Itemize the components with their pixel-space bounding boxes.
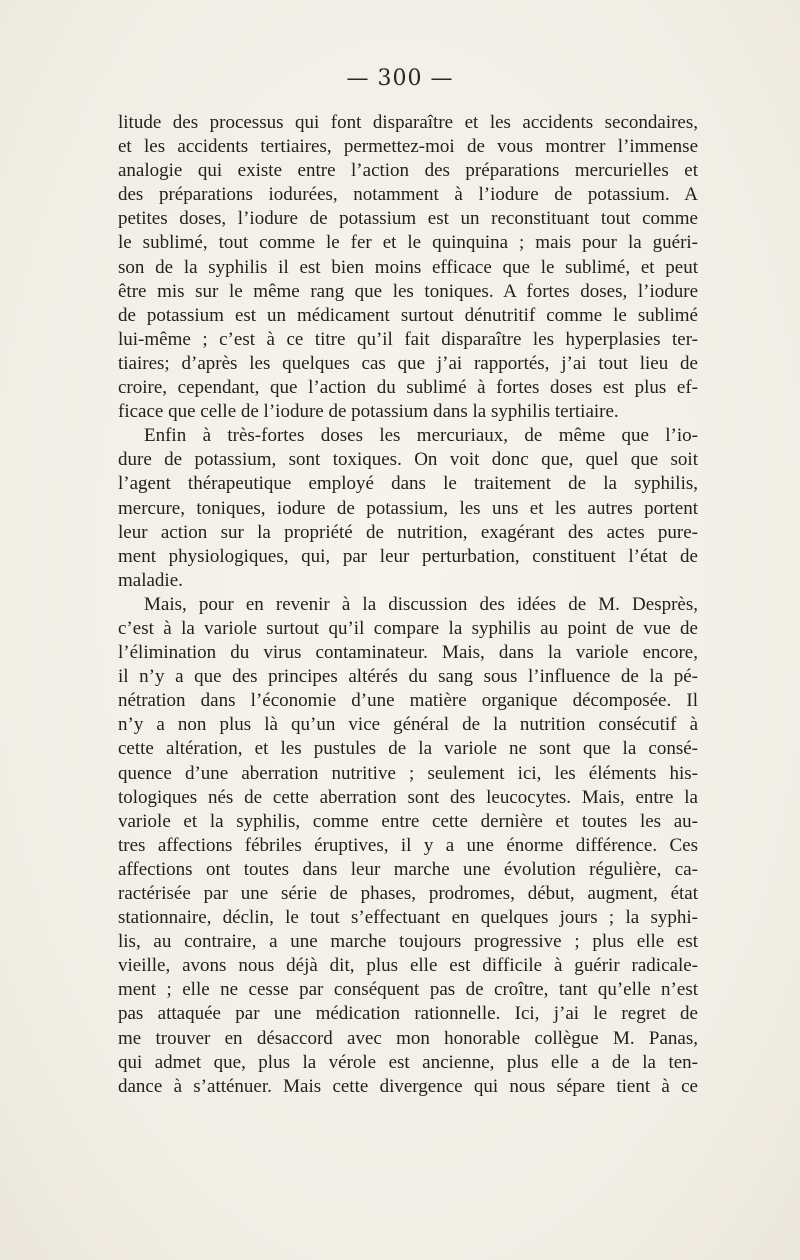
text-line: Mais, pour en revenir à la discussion des idées de M. Desprès, — [144, 593, 698, 615]
text-line: l’agent thérapeutique employé dans le traitement de la syphilis, — [118, 473, 698, 495]
text-line: de potassium est un médicament surtout dénutritif comme le sublimé — [118, 304, 698, 326]
text-line: dance à s’atténuer. Mais cette divergence qui nous sépare tient à ce — [118, 1075, 698, 1097]
text-line: ficace que celle de l’iodure de potassium dans la syphilis tertiaire. — [118, 401, 619, 423]
text-line: pas attaquée par une médication rationnelle. Ici, j’ai le regret de — [118, 1003, 698, 1025]
text-line: tres affections fébriles éruptives, il y a une énorme différence. Ces — [118, 834, 698, 856]
text-line: ment ; elle ne cesse par conséquent pas de croître, tant qu’elle n’est — [118, 979, 698, 1001]
text-line: me trouver en désaccord avec mon honorable collègue M. Panas, — [118, 1027, 698, 1049]
text-line: n’y a non plus là qu’un vice général de la nutrition consécutif à — [118, 714, 698, 736]
text-line: lui-même ; c’est à ce titre qu’il fait disparaître les hyperplasies ter- — [118, 328, 698, 350]
text-line: litude des processus qui font disparaître et les accidents secondaires, — [118, 112, 698, 133]
text-line: tologiques nés de cette aberration sont des leucocytes. Mais, entre la — [118, 786, 698, 808]
text-line: mercure, toniques, iodure de potassium, les uns et les autres portent — [118, 497, 698, 519]
text-line: son de la syphilis il est bien moins efficace que le sublimé, et peut — [118, 256, 698, 278]
text-line: tiaires; d’après les quelques cas que j’ai rapportés, j’ai tout lieu de — [118, 352, 698, 374]
text-line: des préparations iodurées, notamment à l’iodure de potassium. A — [118, 184, 698, 206]
text-line: analogie qui existe entre l’action des préparations mercurielles et — [118, 160, 698, 182]
text-line: vieille, avons nous déjà dit, plus elle est difficile à guérir radicale- — [118, 955, 698, 977]
text-line: dure de potassium, sont toxiques. On voit donc que, quel que soit — [118, 449, 698, 471]
text-line: petites doses, l’iodure de potassium est un reconstituant tout comme — [118, 208, 698, 230]
text-line: il n’y a que des principes altérés du sang sous l’influence de la pé- — [118, 666, 698, 688]
text-line: ractérisée par une série de phases, prodromes, début, augment, état — [118, 883, 698, 904]
text-line: et les accidents tertiaires, permettez-moi de vous montrer l’immense — [118, 136, 698, 158]
text-line: quence d’une aberration nutritive ; seulement ici, les éléments his- — [118, 762, 698, 784]
text-line: être mis sur le même rang que les toniques. A fortes doses, l’iodure — [118, 280, 698, 302]
text-line: Enfin à très-fortes doses les mercuriaux, de même que l’io- — [144, 425, 698, 447]
text-line: c’est à la variole surtout qu’il compare la syphilis au point de vue de — [118, 617, 698, 639]
text-line: qui admet que, plus la vérole est ancienne, plus elle a de la ten- — [118, 1051, 698, 1073]
text-line: leur action sur la propriété de nutrition, exagérant des actes pure- — [118, 521, 698, 543]
text-line: variole et la syphilis, comme entre cette dernière et toutes les au- — [118, 810, 698, 832]
text-line: nétration dans l’économie d’une matière organique décomposée. Il — [118, 690, 698, 712]
text-line: ment physiologiques, qui, par leur perturbation, constituent l’état de — [118, 545, 698, 567]
text-line: l’élimination du virus contaminateur. Mais, dans la variole encore, — [118, 642, 698, 664]
text-line: croire, cependant, que l’action du sublimé à fortes doses est plus ef- — [118, 377, 698, 399]
text-line: le sublimé, tout comme le fer et le quinquina ; mais pour la guéri- — [118, 232, 698, 254]
text-line: maladie. — [118, 569, 183, 591]
text-line: affections ont toutes dans leur marche une évolution régulière, ca- — [118, 858, 698, 880]
text-line: cette altération, et les pustules de la variole ne sont que la consé- — [118, 738, 698, 760]
body-text — [118, 111, 698, 1099]
page-number: — 300 — — [346, 66, 454, 91]
text-line: stationnaire, déclin, le tout s’effectuant en quelques jours ; la syphi- — [118, 907, 698, 929]
text-line: lis, au contraire, a une marche toujours progressive ; plus elle est — [118, 931, 698, 953]
